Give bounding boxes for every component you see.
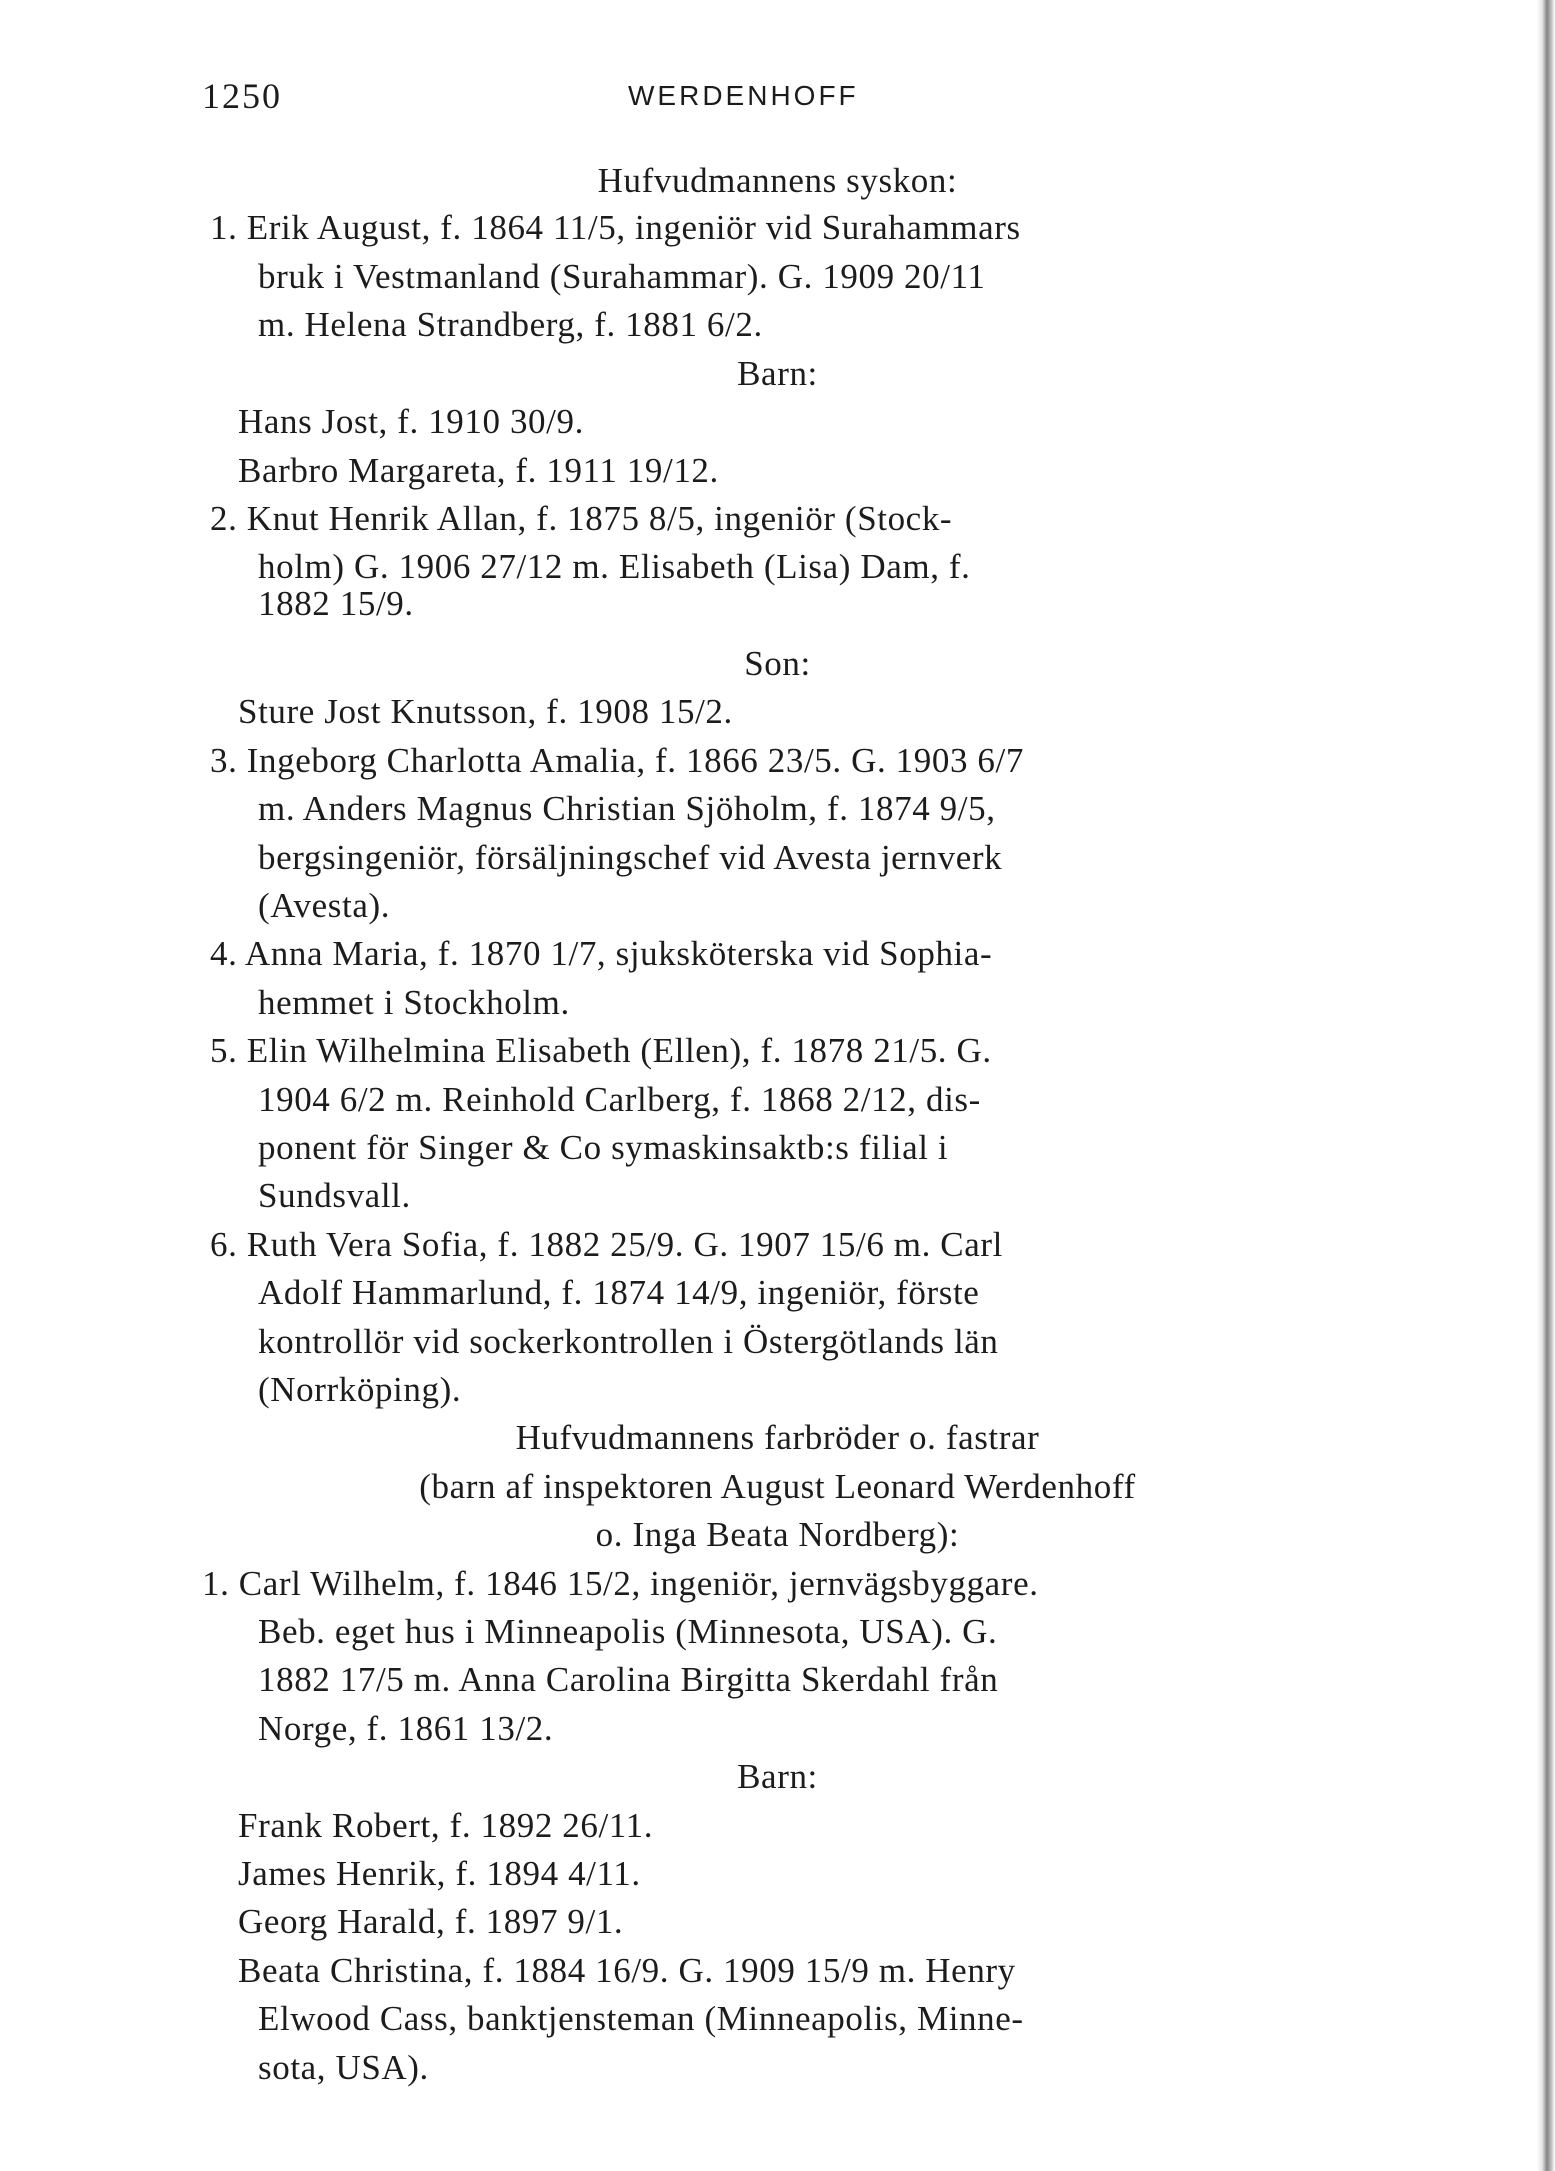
child-line: Sture Jost Knutsson, f. 1908 15/2. (238, 692, 733, 731)
child-line: Frank Robert, f. 1892 26/11. (238, 1806, 654, 1845)
entry-u1-line-1: 1. Carl Wilhelm, f. 1846 15/2, ingeniör, jernvägsbyggare. (202, 1564, 1039, 1603)
section-heading-parents: (barn af inspektoren August Leonard Werdenhoff (419, 1467, 1136, 1506)
child-line: James Henrik, f. 1894 4/11. (238, 1854, 641, 1893)
entry-5-line-3: ponent för Singer & Co symaskinsaktb:s filial i (258, 1128, 949, 1167)
page-number: 1250 (202, 76, 282, 116)
entry-2-line-1: 2. Knut Henrik Allan, f. 1875 8/5, ingeniör (Stock- (210, 499, 953, 538)
child-line: Beata Christina, f. 1884 16/9. G. 1909 15/9 m. Henry (238, 1951, 1016, 1990)
entry-5-line-1: 5. Elin Wilhelmina Elisabeth (Ellen), f. 1878 21/5. G. (210, 1031, 992, 1070)
child-line: Barbro Margareta, f. 1911 19/12. (238, 451, 719, 490)
entry-u1-line-3: 1882 17/5 m. Anna Carolina Birgitta Skerdahl från (258, 1660, 999, 1699)
entry-4-line-2: hemmet i Stockholm. (258, 983, 570, 1022)
entry-3-line-2: m. Anders Magnus Christian Sjöholm, f. 1874 9/5, (258, 789, 996, 828)
entry-1-line-3: m. Helena Strandberg, f. 1881 6/2. (258, 305, 763, 344)
subheading-son: Son: (744, 644, 811, 683)
child-line-cont: sota, USA). (258, 2048, 429, 2087)
entry-2-line-2: holm) G. 1906 27/12 m. Elisabeth (Lisa) Dam, f. (258, 547, 971, 586)
entry-6-line-1: 6. Ruth Vera Sofia, f. 1882 25/9. G. 1907 15/6 m. Carl (210, 1225, 1003, 1264)
entry-6-line-3: kontrollör vid sockerkontrollen i Östergötlands län (258, 1322, 999, 1361)
entry-3-line-3: bergsingeniör, försäljningschef vid Avesta jernverk (258, 838, 1003, 877)
entry-1-line-1: 1. Erik August, f. 1864 11/5, ingeniör vid Surahammars (210, 208, 1021, 247)
section-heading-siblings: Hufvudmannens syskon: (597, 161, 958, 200)
entry-6-line-4: (Norrköping). (258, 1370, 462, 1409)
entry-3-line-4: (Avesta). (258, 886, 391, 925)
child-line: Georg Harald, f. 1897 9/1. (238, 1902, 624, 1941)
page-edge (1537, 0, 1555, 2171)
entry-u1-line-2: Beb. eget hus i Minneapolis (Minnesota, USA). G. (258, 1612, 998, 1651)
entry-2-line-3: 1882 15/9. (258, 584, 414, 623)
entry-5-line-2: 1904 6/2 m. Reinhold Carlberg, f. 1868 2/12, dis- (258, 1080, 981, 1119)
subheading-barn-2: Barn: (737, 1757, 818, 1796)
section-heading-parents-cont: o. Inga Beata Nordberg): (595, 1515, 960, 1554)
entry-1-line-2: bruk i Vestmanland (Surahammar). G. 1909 20/11 (258, 257, 986, 296)
entry-4-line-1: 4. Anna Maria, f. 1870 1/7, sjuksköterska vid Sophia- (210, 934, 993, 973)
section-heading-uncles-aunts: Hufvudmannens farbröder o. fastrar (515, 1418, 1040, 1457)
entry-6-line-2: Adolf Hammarlund, f. 1874 14/9, ingeniör, förste (258, 1273, 980, 1312)
subheading-barn-1: Barn: (737, 354, 818, 393)
child-line: Hans Jost, f. 1910 30/9. (238, 402, 584, 441)
entry-3-line-1: 3. Ingeborg Charlotta Amalia, f. 1866 23/5. G. 1903 6/7 (210, 741, 1024, 780)
entry-5-line-4: Sundsvall. (258, 1176, 411, 1215)
running-head: WERDENHOFF (628, 80, 859, 111)
child-line-cont: Elwood Cass, banktjensteman (Minneapolis, Minne- (258, 1999, 1024, 2038)
entry-u1-line-4: Norge, f. 1861 13/2. (258, 1709, 554, 1748)
